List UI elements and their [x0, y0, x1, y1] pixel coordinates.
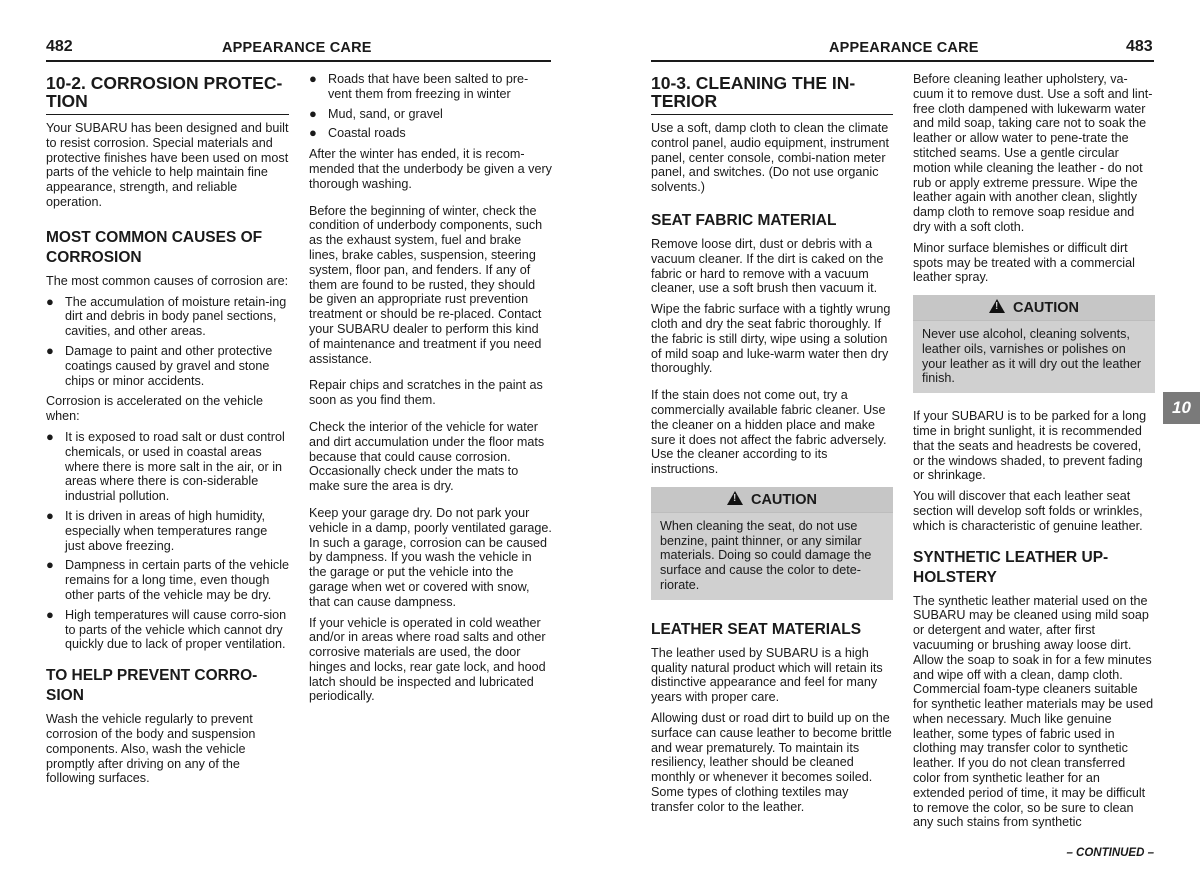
list-item: ● Mud, sand, or gravel — [309, 105, 443, 121]
bullet-icon: ● — [46, 428, 54, 444]
running-head-left: APPEARANCE CARE — [222, 40, 372, 56]
list-item: ● Dampness in certain parts of the vehicle remains for a long time, even though other parts of the vehicle may be dry. — [46, 557, 290, 602]
paragraph: Before the beginning of winter, check the condition of underbody components, such as the exhaust system, fuel and brake lines, brake cables, suspension, steering system, floor pan, and fenders. If any of them are found to be rusted, they should be given an appropriate rust prevention treatment or should be re-placed. Contact your SUBARU dealer to perform this kind of maintenance and treatment if you need assistance. — [309, 203, 543, 366]
prevent-intro: Wash the vehicle regularly to prevent corrosion of the body and suspension components. Also, wash the vehicle promptly after driving on any of the following surfaces. — [46, 712, 256, 786]
continued-label: – CONTINUED – — [1066, 847, 1154, 859]
running-head-right: APPEARANCE CARE — [829, 40, 979, 56]
header-rule-left — [46, 60, 551, 62]
bullet-icon: ● — [46, 507, 54, 523]
caution-text: When cleaning the seat, do not use benzine, paint thinner, or any similar materials. Doing so could damage the surface and cause the color to dete-riorate. — [660, 518, 872, 592]
section-title-corrosion-protection: 10-2. CORROSION PROTEC- TION — [46, 74, 289, 115]
caution-box-fabric — [651, 487, 893, 600]
bullet-icon: ● — [309, 125, 317, 141]
bullet-icon: ● — [46, 342, 54, 358]
chapter-tab: 10 — [1163, 392, 1200, 424]
paragraph: Before cleaning leather upholstery, va-cuum it to remove dust. Use a soft and lint-free cloth dampened with lukewarm water and mild soap, taking care not to soak the leather or allow water to pene-trate the stitched seams. Use a gentle circular motion while cleaning the leather - do not rub or apply extreme pressure. Wipe the leather again with another clean, slightly damp cloth to remove soap residue and dry with a soft cloth. — [913, 72, 1153, 234]
paragraph: Check the interior of the vehicle for water and dirt accumulation under the floor mats because that could cause corrosion. Occasionally check under the mats to make sure the area is dry. — [309, 419, 545, 494]
column-3 — [651, 72, 893, 824]
accelerated-list — [46, 430, 289, 652]
header-rule-right — [651, 60, 1154, 62]
paragraph: Minor surface blemishes or difficult dirt spots may be treated with a commercial leather spray. — [913, 240, 1135, 285]
caution-header: !CAUTION — [913, 295, 1155, 321]
list-item: ● High temperatures will cause corro-sion to parts of the vehicle which cannot dry quickly due to lack of proper ventilation. — [46, 606, 287, 652]
heading-seat-fabric: SEAT FABRIC MATERIAL — [651, 211, 837, 229]
bullet-icon: ● — [46, 293, 54, 309]
common-causes-intro: The most common causes of corrosion are: — [46, 273, 289, 288]
common-causes-list — [46, 295, 289, 389]
column-2 — [309, 72, 552, 714]
list-item: ● It is driven in areas of high humidity, especially when temperatures range just above freezing. — [46, 507, 268, 553]
caution-box-leather — [913, 295, 1155, 393]
list-item: ● Roads that have been salted to pre-vent them from freezing in winter — [309, 71, 529, 101]
bullet-icon: ● — [309, 71, 317, 86]
heading-leather-seat: LEATHER SEAT MATERIALS — [651, 620, 862, 638]
heading-common-causes: MOST COMMON CAUSES OF CORROSION — [46, 228, 263, 266]
paragraph: The leather used by SUBARU is a high quality natural product which will retain its distinctive appearance and feel for many years with proper care. — [651, 645, 883, 705]
page-number-right: 483 — [1126, 38, 1153, 55]
caution-text: Never use alcohol, cleaning solvents, leather oils, varnishes or polishes on your leather as it will dry out the leather finish. — [922, 326, 1142, 386]
heading-prevent-corrosion: TO HELP PREVENT CORRO- SION — [46, 667, 258, 705]
paragraph: Repair chips and scratches in the paint as soon as you find them. — [309, 378, 543, 408]
corrosion-intro: Your SUBARU has been designed and built to resist corrosion. Special materials and protective finishes have been used on most parts of the vehicle to help maintain fine appearance, strength, and reliable operation. — [46, 121, 289, 209]
caution-header: !CAUTION — [651, 487, 893, 513]
paragraph: Remove loose dirt, dust or debris with a vacuum cleaner. If the dirt is caked on the fabric or hard to remove with a vacuum cleaner, use a soft brush then vacuum it. — [651, 236, 884, 296]
accelerated-intro: Corrosion is accelerated on the vehicle when: — [46, 394, 264, 424]
page-number-left: 482 — [46, 38, 73, 55]
column-4 — [913, 72, 1155, 840]
paragraph: You will discover that each leather seat section will develop soft folds or wrinkles, which is characteristic of genuine leather. — [913, 489, 1143, 533]
list-item: ● Coastal roads — [309, 125, 406, 141]
column-1 — [46, 72, 289, 796]
paragraph: The synthetic leather material used on the SUBARU may be cleaned using mild soap or detergent and water, after first vacuuming or brushing away loose dirt. Allow the soap to soak in for a few minutes and wipe off with a clean, damp cloth. Commercial foam-type cleaners suitable for synthetic leather materials may be used when necessary. Much like genuine leather, some types of fabric used in clothing may transfer color to synthetic leather. If you do not clean transferred color from synthetic leather for an extended period of time, it may be difficult to remove the color, so be sure to clean any such stains from synthetic — [913, 593, 1154, 830]
list-item: ● The accumulation of moisture retain-ing dirt and debris in body panel sections, cavities, and other areas. — [46, 293, 287, 339]
list-item: ● It is exposed to road salt or dust control chemicals, or used in coastal areas where there is more salt in the air, or in areas where there is con-siderable industrial pollution. — [46, 428, 285, 504]
bullet-icon: ● — [46, 557, 54, 573]
paragraph: If your SUBARU is to be parked for a long time in bright sunlight, it is recommended that the seats and headrests be covered, or the windows shaded, to prevent fading or shrinkage. — [913, 409, 1147, 483]
bullet-icon: ● — [309, 105, 317, 121]
bullet-icon: ● — [46, 606, 54, 622]
list-item: ● Damage to paint and other protective coatings caused by gravel and stone chips or minor accidents. — [46, 342, 273, 388]
heading-synthetic-leather: SYNTHETIC LEATHER UP- HOLSTERY — [913, 548, 1109, 586]
warning-triangle-icon — [727, 491, 743, 505]
paragraph: Keep your garage dry. Do not park your vehicle in a damp, poorly ventilated garage. In such a garage, corrosion can be caused by dampness. If you wash the vehicle in the garage or put the vehicle into the garage when wet or covered with snow, that can cause dampness. — [309, 505, 552, 609]
section-title-cleaning-interior: 10-3. CLEANING THE IN- TERIOR — [651, 74, 893, 115]
paragraph: If the stain does not come out, try a commercially available fabric cleaner. Use the cleaner on a hidden place and make sure it does not affect the fabric adversely. Use the cleaner according to its instructions. — [651, 388, 887, 477]
cleaning-intro: Use a soft, damp cloth to clean the climate control panel, audio equipment, instrument panel, center console, combi-nation meter panel, and switches. (Do not use organic solvents.) — [651, 121, 890, 195]
paragraph: If your vehicle is operated in cold weather and/or in areas where road salts and other corrosive materials are used, the door hinges and locks, rear gate lock, and hood latch should be inspected and lubricated periodically. — [309, 615, 546, 704]
surfaces-list — [309, 72, 552, 141]
paragraph: Allowing dust or road dirt to build up on the surface can cause leather to become brittle and wear prematurely. To maintain its resiliency, leather should be cleaned monthly or whenever it becomes soiled. Some types of clothing textiles may transfer color to the leather. — [651, 710, 892, 814]
warning-triangle-icon — [989, 299, 1005, 313]
paragraph: After the winter has ended, it is recom-mended that the underbody be given a very thorough washing. — [309, 147, 552, 191]
paragraph: Wipe the fabric surface with a tightly wrung cloth and dry the seat fabric thoroughly. If the fabric is still dirty, wipe using a solution of mild soap and luke-warm water then dry thoroughly. — [651, 302, 891, 376]
